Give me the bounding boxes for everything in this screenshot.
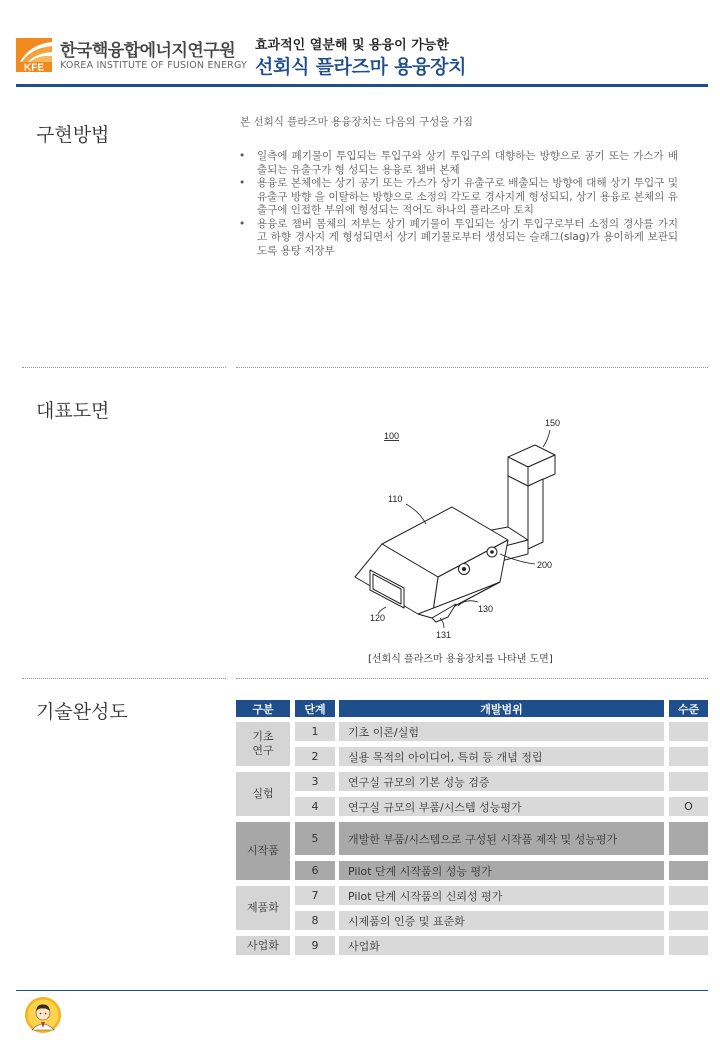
table-row-scope: 개발한 부품/시스템으로 구성된 시작품 제작 및 성능평가 — [339, 822, 664, 855]
table-row-level — [669, 822, 708, 855]
table-row-stage: 2 — [295, 747, 335, 766]
table-header-scope: 개발범위 — [339, 700, 664, 717]
table-header-level: 수준 — [669, 700, 708, 717]
category-experiment: 실험 — [236, 772, 290, 816]
table-row-scope: 시제품의 인증 및 표준화 — [339, 911, 664, 930]
table-row-scope: Pilot 단계 시작품의 신뢰성 평가 — [339, 886, 664, 905]
org-name-korean: 한국핵융합에너지연구원 — [60, 41, 236, 61]
table-row-stage: 7 — [295, 886, 335, 905]
list-item: • 일측에 폐기물이 투입되는 투입구와 상기 투입구의 대향하는 방향으로 공기 또는 가스가 배출되는 유출구가 형 성되는 용융로 챔버 본체 — [239, 150, 678, 176]
table-row-level — [669, 861, 708, 880]
category-commercialization: 사업화 — [236, 936, 290, 955]
ref-label-131: 131 — [436, 630, 452, 640]
table-row-scope: 연구실 규모의 기본 성능 검증 — [339, 772, 664, 791]
category-basic-research: 기초 연구 — [236, 722, 290, 766]
ref-label-200: 200 — [537, 560, 553, 570]
table-row-scope: 사업화 — [339, 936, 664, 955]
section-label-maturity: 기술완성도 — [36, 701, 128, 723]
section-divider — [22, 678, 226, 679]
section-label-implementation: 구현방법 — [36, 124, 110, 146]
avatar-icon — [24, 996, 62, 1034]
ref-label-100: 100 — [384, 431, 400, 441]
list-item-text: 용융로 챔버 몸체의 저부는 상기 폐기물이 투입되는 상기 투입구로부터 소정의 경사를 가지고 하향 경사지 게 형성되면서 상기 폐기물로부터 생성되는 슬래그(slag)가 용이하게 보관되도록 용탕 저장부 — [257, 217, 678, 257]
table-row-level — [669, 911, 708, 930]
table-row-scope: 기초 이론/실험 — [339, 722, 664, 741]
ref-label-130: 130 — [478, 604, 494, 614]
section-divider — [22, 367, 226, 368]
section-divider — [236, 367, 708, 368]
table-row-stage: 8 — [295, 911, 335, 930]
logo-text: KFE — [24, 62, 44, 72]
table-row-stage: 1 — [295, 722, 335, 741]
ref-label-120: 120 — [370, 613, 386, 623]
kfe-logo — [16, 38, 52, 72]
table-row-level — [669, 936, 708, 955]
footer-divider — [16, 990, 708, 991]
ref-label-110: 110 — [388, 494, 403, 504]
table-row-stage: 5 — [295, 822, 335, 855]
page-title: 선회식 플라즈마 용융장치 — [255, 56, 467, 78]
table-row-level — [669, 886, 708, 905]
table-row-level — [669, 722, 708, 741]
org-name-english: KOREA INSTITUTE OF FUSION ENERGY — [60, 60, 248, 71]
table-row-level: O — [669, 797, 708, 816]
list-item-text: 용융로 본체에는 상기 공기 또는 가스가 상기 유출구로 배출되는 방향에 대해 상기 투입구 및 유출구 방향 을 이탈하는 방향으로 소정의 각도로 경사지게 형성되되, 상기 용융로 본체의 유출구에 인접한 부위에 형성되는 적어도 하나의 플라즈마 토치 — [257, 177, 678, 216]
table-row-stage: 9 — [295, 936, 335, 955]
list-item: • 용융로 챔버 몸체의 저부는 상기 폐기물이 투입되는 상기 투입구로부터 소정의 경사를 가지고 하향 경사지 게 형성되면서 상기 폐기물로부터 생성되는 슬래그(slag)가 용이하게 보관되도록 용탕 저장부 — [239, 217, 678, 257]
table-row-level — [669, 747, 708, 766]
implementation-intro: 본 선회식 플라즈마 용융장치는 다음의 구성을 가짐 — [240, 116, 474, 128]
figure-caption: [선회식 플라즈마 용융장치를 나타낸 도면] — [368, 654, 553, 665]
header-divider — [16, 84, 708, 87]
table-header-category: 구분 — [236, 700, 290, 717]
table-row-scope: 연구실 규모의 부품/시스템 성능평가 — [339, 797, 664, 816]
table-row-scope: 실용 목적의 아이디어, 특허 등 개념 정립 — [339, 747, 664, 766]
table-header-stage: 단계 — [295, 700, 335, 717]
section-divider — [236, 678, 708, 679]
table-row-stage: 6 — [295, 861, 335, 880]
ref-label-150: 150 — [545, 418, 561, 428]
implementation-list — [238, 150, 678, 258]
category-productization: 제품화 — [236, 886, 290, 930]
table-row-stage: 4 — [295, 797, 335, 816]
representative-drawing — [340, 412, 590, 644]
table-row-stage: 3 — [295, 772, 335, 791]
table-row-scope: Pilot 단계 시작품의 성능 평가 — [339, 861, 664, 880]
list-item: • 용융로 본체에는 상기 공기 또는 가스가 상기 유출구로 배출되는 방향에 대해 상기 투입구 및 유출구 방향 을 이탈하는 방향으로 소정의 각도로 경사지게 형성되되, 상기 용융로 본체의 유출구에 인접한 부위에 형성되는 적어도 하나의 플라즈마 토치 — [239, 177, 678, 216]
section-label-drawing: 대표도면 — [36, 400, 110, 422]
page-subtitle: 효과적인 열분해 및 용융이 가능한 — [255, 38, 449, 53]
category-prototype: 시작품 — [236, 822, 290, 880]
list-item-text: 일측에 폐기물이 투입되는 투입구와 상기 투입구의 대향하는 방향으로 공기 또는 가스가 배출되는 유출구가 형 성되는 용융로 챔버 본체 — [257, 150, 678, 176]
table-row-level — [669, 772, 708, 791]
